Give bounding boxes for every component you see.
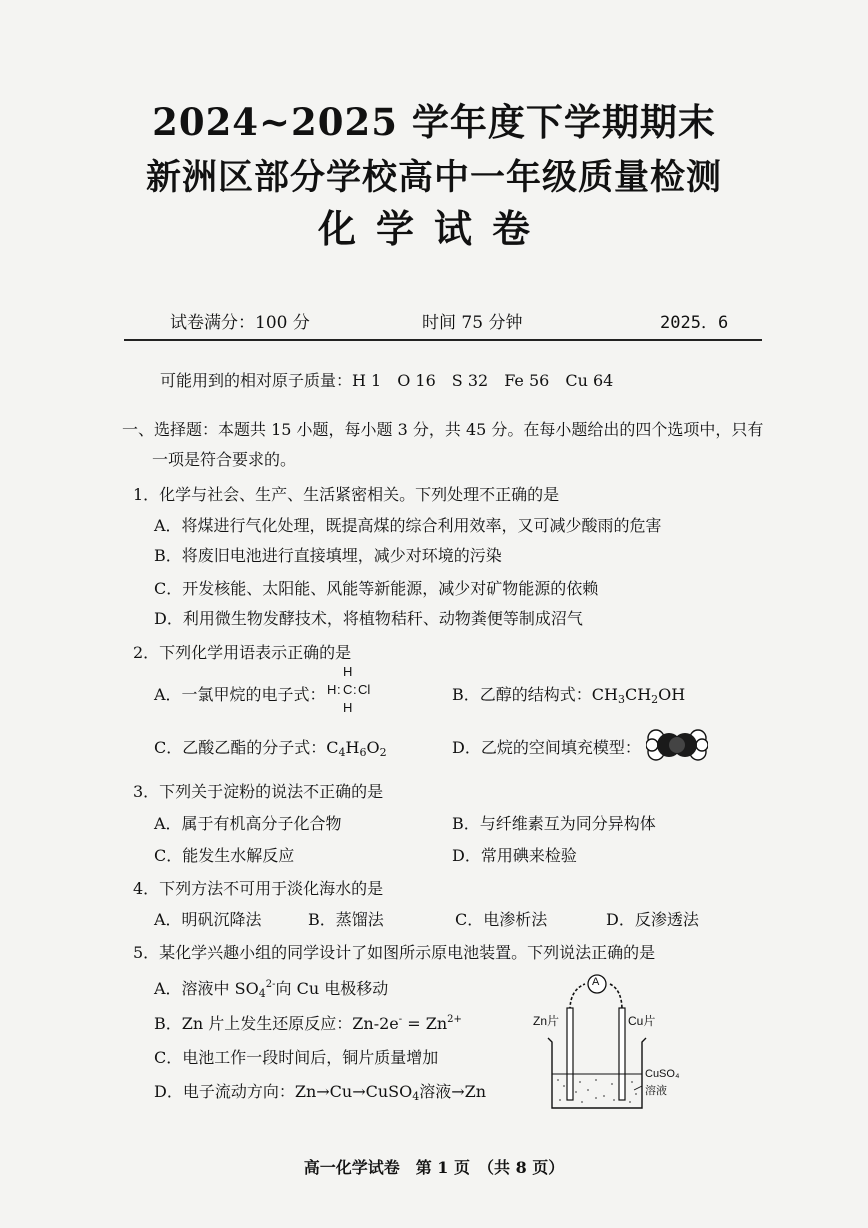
atom-h-left: H xyxy=(327,682,337,697)
q1-option-a: A．将煤进行气化处理，既提高煤的综合利用效率，又可减少酸雨的危害 xyxy=(154,516,662,535)
ethyl-acetate-formula: $C_4H_6O_2$ xyxy=(326,738,387,759)
page-footer: 高一化学试卷 第 1 页 （共 8 页） xyxy=(303,1158,565,1177)
q4-stem: 4．下列方法不可用于淡化海水的是 xyxy=(133,879,384,898)
q2-option-a: A．一氯甲烷的电子式： xyxy=(154,685,326,704)
cuso4-label: CuSO₄ xyxy=(645,1068,680,1080)
q4-option-d: D．反渗透法 xyxy=(606,910,699,929)
section1-intro-line1: 一、选择题：本题共 15 小题，每小题 3 分，共 45 分。在每小题给出的四个选项中，只有 xyxy=(122,420,764,439)
q1-option-d: D．利用微生物发酵技术，将植物秸秆、动物粪便等制成沼气 xyxy=(154,609,583,628)
zn-plate-label: Zn片 xyxy=(533,1014,560,1028)
atom-cl-right: Cl xyxy=(358,682,371,697)
q1-option-b: B．将废旧电池进行直接填埋，减少对环境的污染 xyxy=(154,546,502,565)
q5-option-d: D．电子流动方向：Zn→Cu→CuSO$_4$溶液→Zn xyxy=(154,1082,487,1103)
q3-option-d: D．常用碘来检验 xyxy=(452,846,577,865)
exam-title-year: 2024~2025 学年度下学期期末 xyxy=(152,100,716,144)
atom-h-bottom: H xyxy=(343,700,353,715)
q2-option-b-text: B．乙醇的结构式： xyxy=(452,685,592,704)
q5-option-a: A．溶液中 $SO_4^{2-}$向 Cu 电极移动 xyxy=(154,979,389,1000)
exam-duration: 时间 75 分钟 xyxy=(422,313,523,333)
q2-option-b xyxy=(452,682,685,706)
ammeter-label: A xyxy=(592,976,600,988)
section1-intro-line2: 一项是符合要求的。 xyxy=(152,450,297,469)
q1-stem: 1．化学与社会、生产、生活紧密相关。下列处理不正确的是 xyxy=(133,485,560,504)
q2-option-c xyxy=(154,735,387,759)
atomic-masses-note: 可能用到的相对原子质量：H 1 O 16 S 32 Fe 56 Cu 64 xyxy=(160,371,614,390)
solution-label: 溶液 xyxy=(645,1085,667,1097)
atom-h-top: H xyxy=(343,664,353,679)
q3-stem: 3．下列关于淀粉的说法不正确的是 xyxy=(133,782,384,801)
full-score: 试卷满分：100 分 xyxy=(170,313,310,333)
q3-option-a: A．属于有机高分子化合物 xyxy=(154,814,342,833)
q1-option-c: C．开发核能、太阳能、风能等新能源，减少对矿物能源的依赖 xyxy=(154,579,599,598)
exam-title-school: 新洲区部分学校高中一年级质量检测 xyxy=(145,157,722,198)
q3-option-b: B．与纤维素互为同分异构体 xyxy=(452,814,656,833)
q5-option-b: B．Zn 片上发生还原反应：$Zn-2e^- = Zn^{2+}$ xyxy=(154,1014,462,1033)
q3-option-c: C．能发生水解反应 xyxy=(154,846,295,865)
header-divider xyxy=(124,339,762,341)
cu-plate-label: Cu片 xyxy=(628,1014,656,1028)
ethanol-formula: $CH_3CH_2OH$ xyxy=(591,685,686,706)
q2-stem: 2．下列化学用语表示正确的是 xyxy=(133,643,352,662)
q5-option-c: C．电池工作一段时间后，铜片质量增加 xyxy=(154,1048,439,1067)
exam-title-subject: 化学试卷 xyxy=(317,206,550,251)
q2-option-c-text: C．乙酸乙酯的分子式： xyxy=(154,738,327,757)
exam-date: 2025．6 xyxy=(660,313,729,333)
q2-option-d: D．乙烷的空间填充模型： xyxy=(452,738,641,757)
q4-option-c: C．电渗析法 xyxy=(455,910,548,929)
q4-option-a: A．明矾沉降法 xyxy=(154,910,262,929)
ethane-space-filling-model xyxy=(646,728,708,762)
q5-stem: 5．某化学兴趣小组的同学设计了如图所示原电池装置。下列说法正确的是 xyxy=(133,943,656,962)
chloromethane-electron-formula: H H : C : Cl H xyxy=(327,664,371,715)
galvanic-cell-diagram xyxy=(530,970,680,1115)
q4-option-b: B．蒸馏法 xyxy=(308,910,384,929)
atom-c-center: C xyxy=(343,682,353,697)
